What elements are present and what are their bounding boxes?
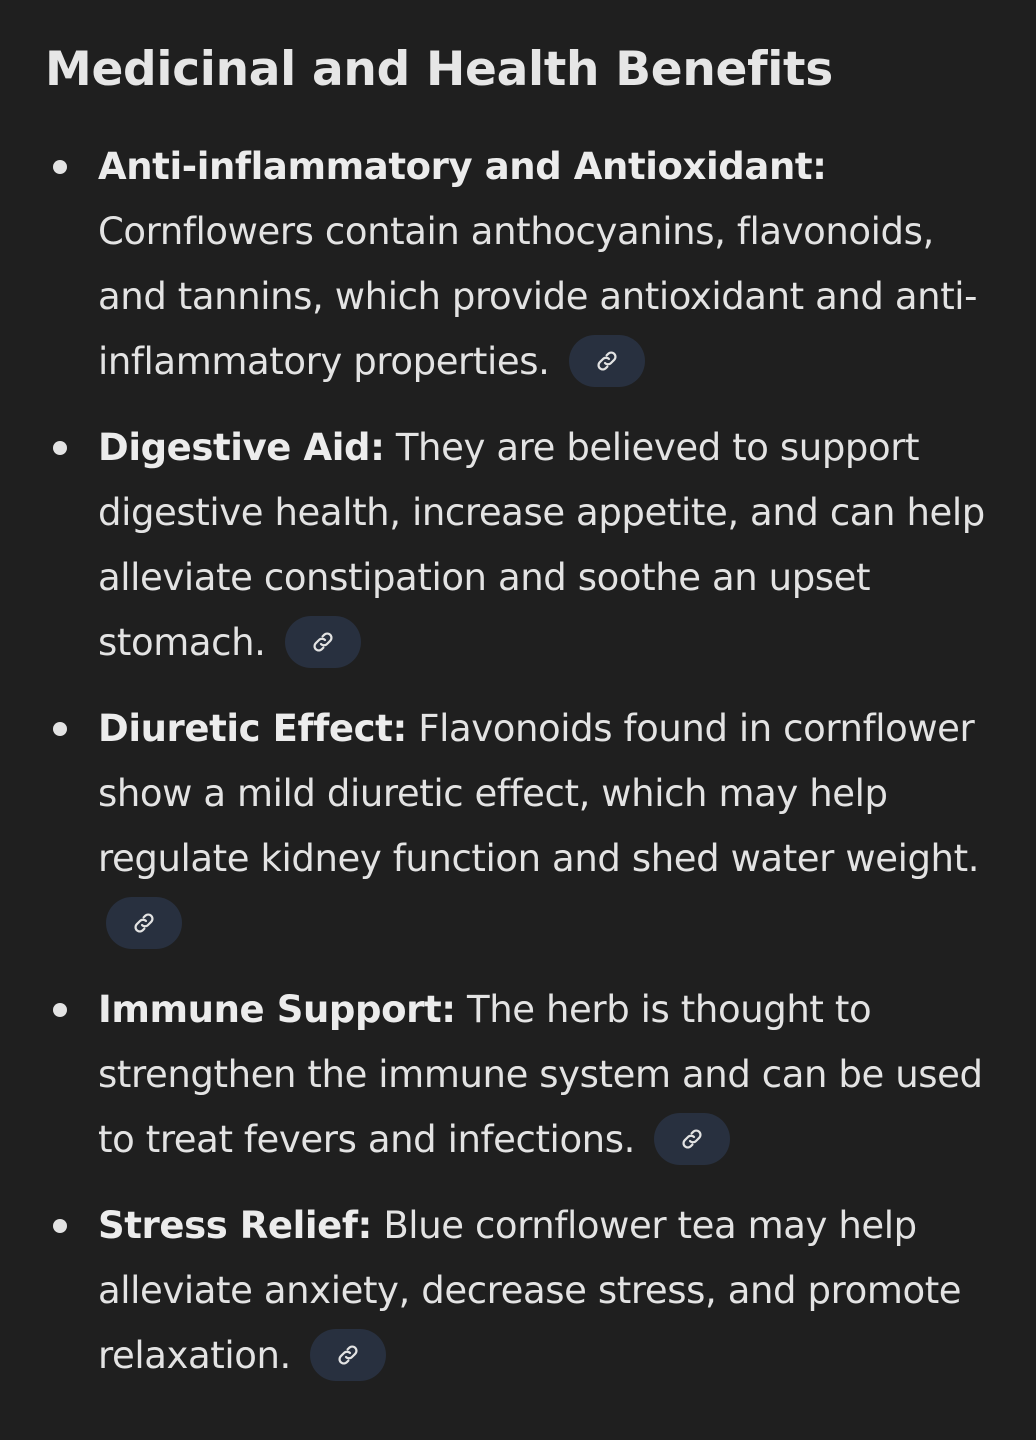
- item-text: Flavonoids found in cornflower show a mild diuretic effect, which may help regulate kidney function and shed water weight.: [98, 707, 980, 880]
- source-link-button[interactable]: [106, 897, 182, 949]
- source-link-button[interactable]: [654, 1113, 730, 1165]
- link-icon: [311, 630, 335, 654]
- item-text: Blue cornflower tea may help alleviate anxiety, decrease stress, and promote relaxation.: [98, 1204, 962, 1377]
- item-term: Anti-inflammatory and Antioxidant:: [98, 145, 827, 188]
- section-heading: Medicinal and Health Benefits: [45, 42, 833, 97]
- bullet-icon: [53, 722, 67, 736]
- bullet-icon: [53, 1003, 67, 1017]
- bullet-icon: [53, 1219, 67, 1233]
- item-term: Digestive Aid:: [98, 426, 385, 469]
- list-item-anti-inflammatory: [0, 134, 1036, 394]
- item-text: The herb is thought to strengthen the immune system and can be used to treat fevers and infections.: [98, 988, 983, 1161]
- item-term: Stress Relief:: [98, 1204, 372, 1247]
- source-link-button[interactable]: [569, 335, 645, 387]
- link-icon: [595, 349, 619, 373]
- item-text: They are believed to support digestive health, increase appetite, and can help alleviate constipation and soothe an upset stomach.: [98, 426, 985, 664]
- benefits-list: [0, 134, 1036, 1388]
- bullet-icon: [53, 160, 67, 174]
- list-item-diuretic-effect: [0, 696, 1036, 956]
- list-item-immune-support: [0, 977, 1036, 1172]
- link-icon: [132, 911, 156, 935]
- link-icon: [336, 1343, 360, 1367]
- item-term: Diuretic Effect:: [98, 707, 407, 750]
- list-item-stress-relief: [0, 1193, 1036, 1388]
- source-link-button[interactable]: [285, 616, 361, 668]
- item-text: Cornflowers contain anthocyanins, flavonoids, and tannins, which provide antioxidant and anti-inflammatory properties.: [98, 210, 978, 383]
- bullet-icon: [53, 441, 67, 455]
- item-term: Immune Support:: [98, 988, 456, 1031]
- source-link-button[interactable]: [310, 1329, 386, 1381]
- link-icon: [680, 1127, 704, 1151]
- list-item-digestive-aid: [0, 415, 1036, 675]
